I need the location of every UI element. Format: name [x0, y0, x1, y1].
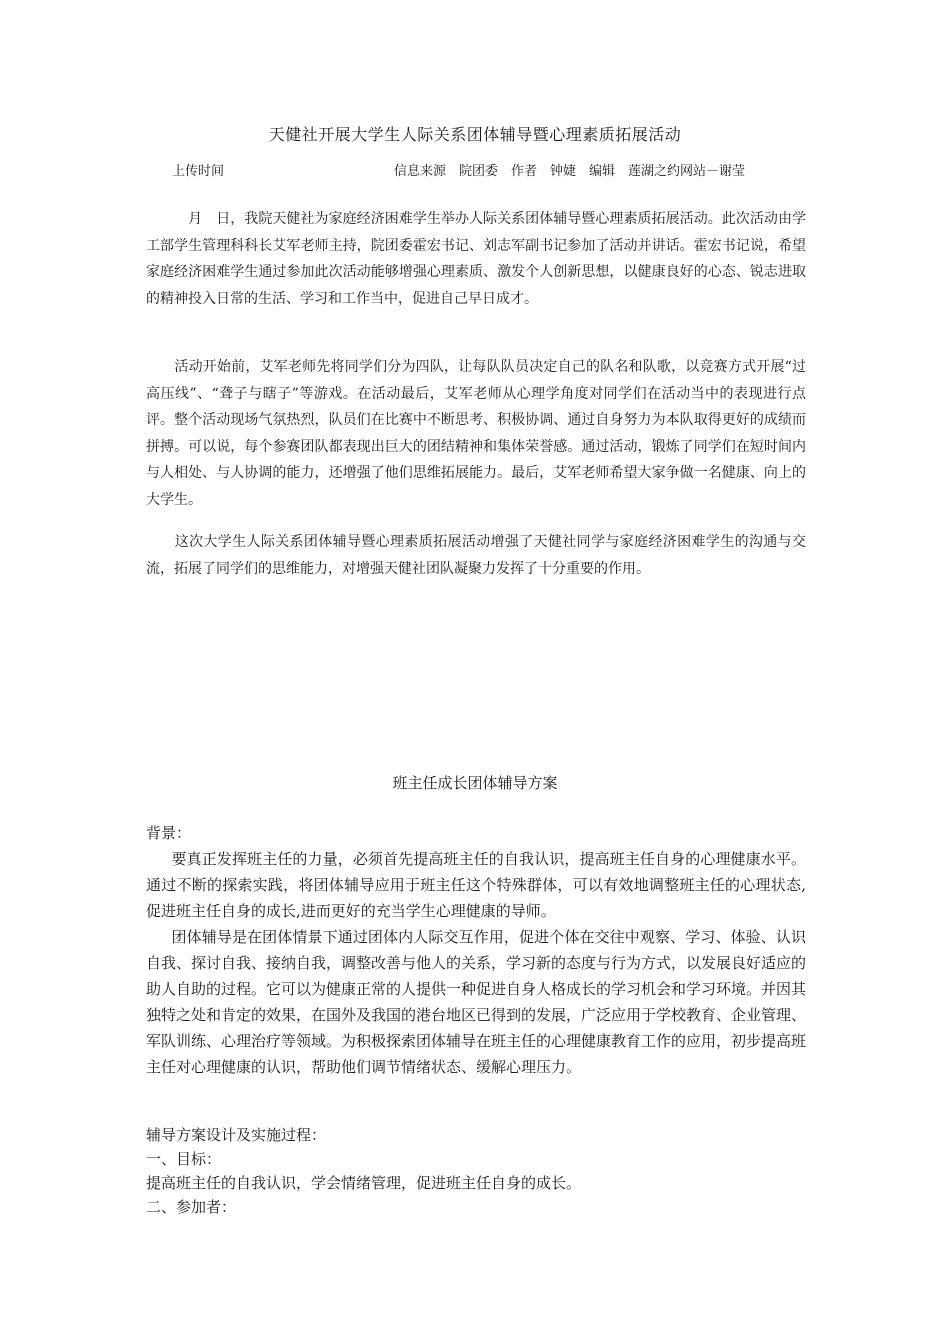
objective-label: 一、目标： [146, 1150, 222, 1168]
plan-title: 班主任成长团体辅导方案 [392, 774, 558, 792]
background-paragraph: 团体辅导是在团体情景下通过团体内人际交互作用，促进个体在交往中观察、学习、体验、认识自我、探讨自我、接纳自我，调整改善与他人的关系，学习新的态度与行为方式，以发展良好适应的助人自助的过程。它可以为健康正常的人提供一种促进自身人格成长的学习机会和学习环境。并因其独特之处和肯定的效果，在国外及我国的港台地区已得到的发展，广泛应用于学校教育、企业管理、军队训练、心理治疗等领域。为积极探索团体辅导在班主任的心理健康教育工作的应用，初步提高班主任对心理健康的认识，帮助他们调节情绪状态、缓解心理压力。 [146, 928, 807, 1076]
background-label: 背景： [146, 824, 192, 842]
upload-time-label: 上传时间 [172, 164, 225, 179]
article-meta [172, 160, 812, 180]
article-paragraph: 这次大学生人际关系团体辅导暨心理素质拓展活动增强了天健社同学与家庭经济困难学生的沟通与交流，拓展了同学们的思维能力，对增强天健社团队凝聚力发挥了十分重要的作用。 [146, 534, 806, 577]
article-paragraph: 月 日，我院天健社为家庭经济困难学生举办人际关系团体辅导暨心理素质拓展活动。此次活动由学工部学生管理科科长艾军老师主持，院团委霍宏书记、刘志军副书记参加了活动并讲话。霍宏书记说，希望家庭经济困难学生通过参加此次活动能够增强心理素质、激发个人创新思想，以健康良好的心态、锐志进取的精神投入日常的生活、学习和工作当中，促进自己早日成才。 [146, 211, 806, 307]
objective-text: 提高班主任的自我认识，学会情绪管理，促进班主任自身的成长。 [146, 1174, 582, 1192]
article-paragraph: 活动开始前，艾军老师先将同学们分为四队，让每队队员决定自己的队名和队歌，以竞赛方式开展“过高压线”、“聋子与瞎子”等游戏。在活动最后，艾军老师从心理学角度对同学们在活动当中的表现进行点评。整个活动现场气氛热烈，队员们在比赛中不断思考、积极协调、通过自身努力为本队取得更好的成绩而拼搏。可以说，每个参赛团队都表现出巨大的团结精神和集体荣誉感。通过活动，锻炼了同学们在短时间内与人相处、与人协调的能力，还增强了他们思维拓展能力。最后，艾军老师希望大家争做一名健康、向上的大学生。 [146, 359, 806, 508]
design-label: 辅导方案设计及实施过程： [146, 1126, 327, 1144]
background-paragraph: 要真正发挥班主任的力量，必须首先提高班主任的自我认识，提高班主任自身的心理健康水平。通过不断的探索实践，将团体辅导应用于班主任这个特殊群体，可以有效地调整班主任的心理状态,促进班主任自身的成长,进而更好的充当学生心理健康的导师。 [146, 850, 806, 920]
participants-label: 二、参加者： [146, 1198, 237, 1216]
source-line: 信息来源 院团委 作者 钟婕 编辑 莲湖之约网站－谢莹 [394, 164, 746, 179]
article-title: 天健社开展大学生人际关系团体辅导暨心理素质拓展活动 [268, 125, 682, 144]
